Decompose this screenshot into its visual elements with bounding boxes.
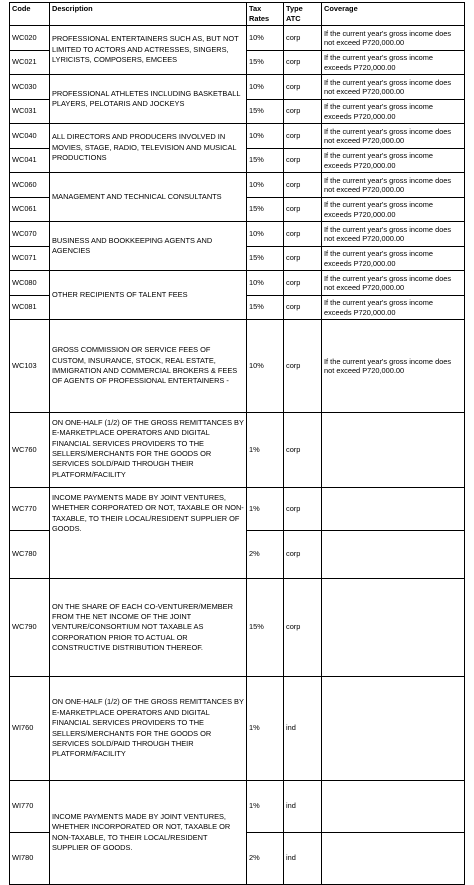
code-cell: WI780	[10, 833, 50, 885]
code-cell: WC790	[10, 579, 50, 677]
rate-cell: 10%	[247, 75, 284, 100]
coverage-cell	[322, 488, 465, 531]
code-cell: WI760	[10, 677, 50, 781]
type-cell: corp	[284, 222, 322, 247]
code-cell: WC070	[10, 222, 50, 247]
code-cell: WC770	[10, 488, 50, 531]
table-row	[10, 173, 465, 198]
coverage-cell: If the current year's gross income exceeds P720,000.00	[322, 247, 465, 271]
header-tax-rates: Tax Rates	[247, 3, 284, 26]
rate-cell: 10%	[247, 222, 284, 247]
type-cell: corp	[284, 100, 322, 124]
description-cell: PROFESSIONAL ATHLETES INCLUDING BASKETBALL PLAYERS, PELOTARIS AND JOCKEYS	[50, 75, 247, 124]
table-header-row	[10, 3, 465, 26]
rate-cell: 15%	[247, 579, 284, 677]
code-cell: WC760	[10, 413, 50, 488]
table-row	[10, 579, 465, 677]
description-cell: ON ONE-HALF (1/2) OF THE GROSS REMITTANCES BY E-MARKETPLACE OPERATORS AND DIGITAL FINANCIAL SERVICES PROVIDERS TO THE SELLERS/MERCHANTS FOR THE GOODS OR SERVICES SOLD/PAID THROUGH THEIR PLATFORM/FACILITY	[50, 413, 247, 488]
rate-cell: 2%	[247, 833, 284, 885]
coverage-cell	[322, 413, 465, 488]
coverage-cell: If the current year's gross income does not exceed P720,000.00	[322, 124, 465, 149]
rate-cell: 10%	[247, 320, 284, 413]
rate-cell: 10%	[247, 26, 284, 51]
type-cell: corp	[284, 26, 322, 51]
header-description: Description	[50, 3, 247, 26]
code-cell: WI770	[10, 781, 50, 833]
rate-cell: 15%	[247, 198, 284, 222]
table-row	[10, 320, 465, 413]
header-type-atc: Type ATC	[284, 3, 322, 26]
type-cell: ind	[284, 781, 322, 833]
rate-cell: 2%	[247, 531, 284, 579]
rate-cell: 15%	[247, 149, 284, 173]
header-coverage: Coverage	[322, 3, 465, 26]
type-cell: corp	[284, 296, 322, 320]
coverage-cell: If the current year's gross income does not exceed P720,000.00	[322, 75, 465, 100]
type-cell: corp	[284, 579, 322, 677]
coverage-cell: If the current year's gross income does not exceed P720,000.00	[322, 320, 465, 413]
rate-cell: 15%	[247, 100, 284, 124]
coverage-cell: If the current year's gross income exceeds P720,000.00	[322, 149, 465, 173]
rate-cell: 1%	[247, 488, 284, 531]
type-cell: ind	[284, 677, 322, 781]
code-cell: WC041	[10, 149, 50, 173]
type-cell: ind	[284, 833, 322, 885]
type-cell: corp	[284, 488, 322, 531]
description-cell: ON ONE-HALF (1/2) OF THE GROSS REMITTANCES BY E-MARKETPLACE OPERATORS AND DIGITAL FINANCIAL SERVICES PROVIDERS TO THE SELLERS/MERCHANTS FOR THE GOODS OR SERVICES SOLD/PAID THROUGH THEIR PLATFORM/FACILITY	[50, 677, 247, 781]
table-row	[10, 124, 465, 149]
coverage-cell	[322, 531, 465, 579]
description-cell: INCOME PAYMENTS MADE BY JOINT VENTURES, WHETHER CORPORATED OR NOT, TAXABLE OR NON-TAXABLE, TO THEIR LOCAL/RESIDENT SUPPLIER OF GOODS.	[50, 488, 247, 579]
table-row	[10, 781, 465, 833]
type-cell: corp	[284, 198, 322, 222]
code-cell: WC031	[10, 100, 50, 124]
table-row	[10, 222, 465, 247]
description-cell: INCOME PAYMENTS MADE BY JOINT VENTURES, WHETHER INCORPORATED OR NOT, TAXABLE OR NON-TAXABLE, TO THEIR LOCAL/RESIDENT SUPPLIER OF GOODS.	[50, 781, 247, 885]
table-row	[10, 271, 465, 296]
description-cell: MANAGEMENT AND TECHNICAL CONSULTANTS	[50, 173, 247, 222]
type-cell: corp	[284, 124, 322, 149]
code-cell: WC021	[10, 51, 50, 75]
code-cell: WC103	[10, 320, 50, 413]
coverage-cell: If the current year's gross income exceeds P720,000.00	[322, 198, 465, 222]
description-cell: ON THE SHARE OF EACH CO-VENTURER/MEMBER FROM THE NET INCOME OF THE JOINT VENTURE/CONSORTIUM NOT TAXABLE AS CORPORATION PRIOR TO ACTUAL OR CONSTRUCTIVE DISTRIBUTION THEREOF.	[50, 579, 247, 677]
rate-cell: 1%	[247, 413, 284, 488]
coverage-cell	[322, 579, 465, 677]
table-row	[10, 26, 465, 51]
type-cell: corp	[284, 531, 322, 579]
coverage-cell	[322, 677, 465, 781]
code-cell: WC020	[10, 26, 50, 51]
coverage-cell: If the current year's gross income does not exceed P720,000.00	[322, 271, 465, 296]
table-row	[10, 677, 465, 781]
code-cell: WC060	[10, 173, 50, 198]
table-row	[10, 75, 465, 100]
code-cell: WC071	[10, 247, 50, 271]
rate-cell: 10%	[247, 173, 284, 198]
rate-cell: 1%	[247, 677, 284, 781]
description-cell: GROSS COMMISSION OR SERVICE FEES OF CUSTOM, INSURANCE, STOCK, REAL ESTATE, IMMIGRATION AND COMMERCIAL BROKERS & FEES OF AGENTS OF PROFESSIONAL ENTERTAINERS -	[50, 320, 247, 413]
coverage-cell: If the current year's gross income does not exceed P720,000.00	[322, 222, 465, 247]
table-row	[10, 413, 465, 488]
code-cell: WC081	[10, 296, 50, 320]
description-cell: OTHER RECIPIENTS OF TALENT FEES	[50, 271, 247, 320]
rate-cell: 15%	[247, 296, 284, 320]
code-cell: WC780	[10, 531, 50, 579]
type-cell: corp	[284, 173, 322, 198]
code-cell: WC040	[10, 124, 50, 149]
description-cell: PROFESSIONAL ENTERTAINERS SUCH AS, BUT NOT LIMITED TO ACTORS AND ACTRESSES, SINGERS, LYRICISTS, COMPOSERS, EMCEES	[50, 26, 247, 75]
coverage-cell	[322, 781, 465, 833]
rate-cell: 10%	[247, 124, 284, 149]
table-row	[10, 488, 465, 531]
rate-cell: 1%	[247, 781, 284, 833]
coverage-cell: If the current year's gross income does not exceed P720,000.00	[322, 26, 465, 51]
description-cell: ALL DIRECTORS AND PRODUCERS INVOLVED IN MOVIES, STAGE, RADIO, TELEVISION AND MUSICAL PRODUCTIONS	[50, 124, 247, 173]
type-cell: corp	[284, 320, 322, 413]
code-cell: WC061	[10, 198, 50, 222]
coverage-cell: If the current year's gross income does not exceed P720,000.00	[322, 173, 465, 198]
type-cell: corp	[284, 271, 322, 296]
tax-table-container	[9, 2, 464, 881]
coverage-cell: If the current year's gross income exceeds P720,000.00	[322, 51, 465, 75]
type-cell: corp	[284, 75, 322, 100]
description-cell: BUSINESS AND BOOKKEEPING AGENTS AND AGENCIES	[50, 222, 247, 271]
withholding-tax-table	[9, 2, 465, 885]
header-code: Code	[10, 3, 50, 26]
coverage-cell: If the current year's gross income exceeds P720,000.00	[322, 100, 465, 124]
type-cell: corp	[284, 51, 322, 75]
type-cell: corp	[284, 413, 322, 488]
type-cell: corp	[284, 149, 322, 173]
code-cell: WC080	[10, 271, 50, 296]
code-cell: WC030	[10, 75, 50, 100]
coverage-cell	[322, 833, 465, 885]
rate-cell: 15%	[247, 51, 284, 75]
type-cell: corp	[284, 247, 322, 271]
coverage-cell: If the current year's gross income exceeds P720,000.00	[322, 296, 465, 320]
rate-cell: 15%	[247, 247, 284, 271]
rate-cell: 10%	[247, 271, 284, 296]
